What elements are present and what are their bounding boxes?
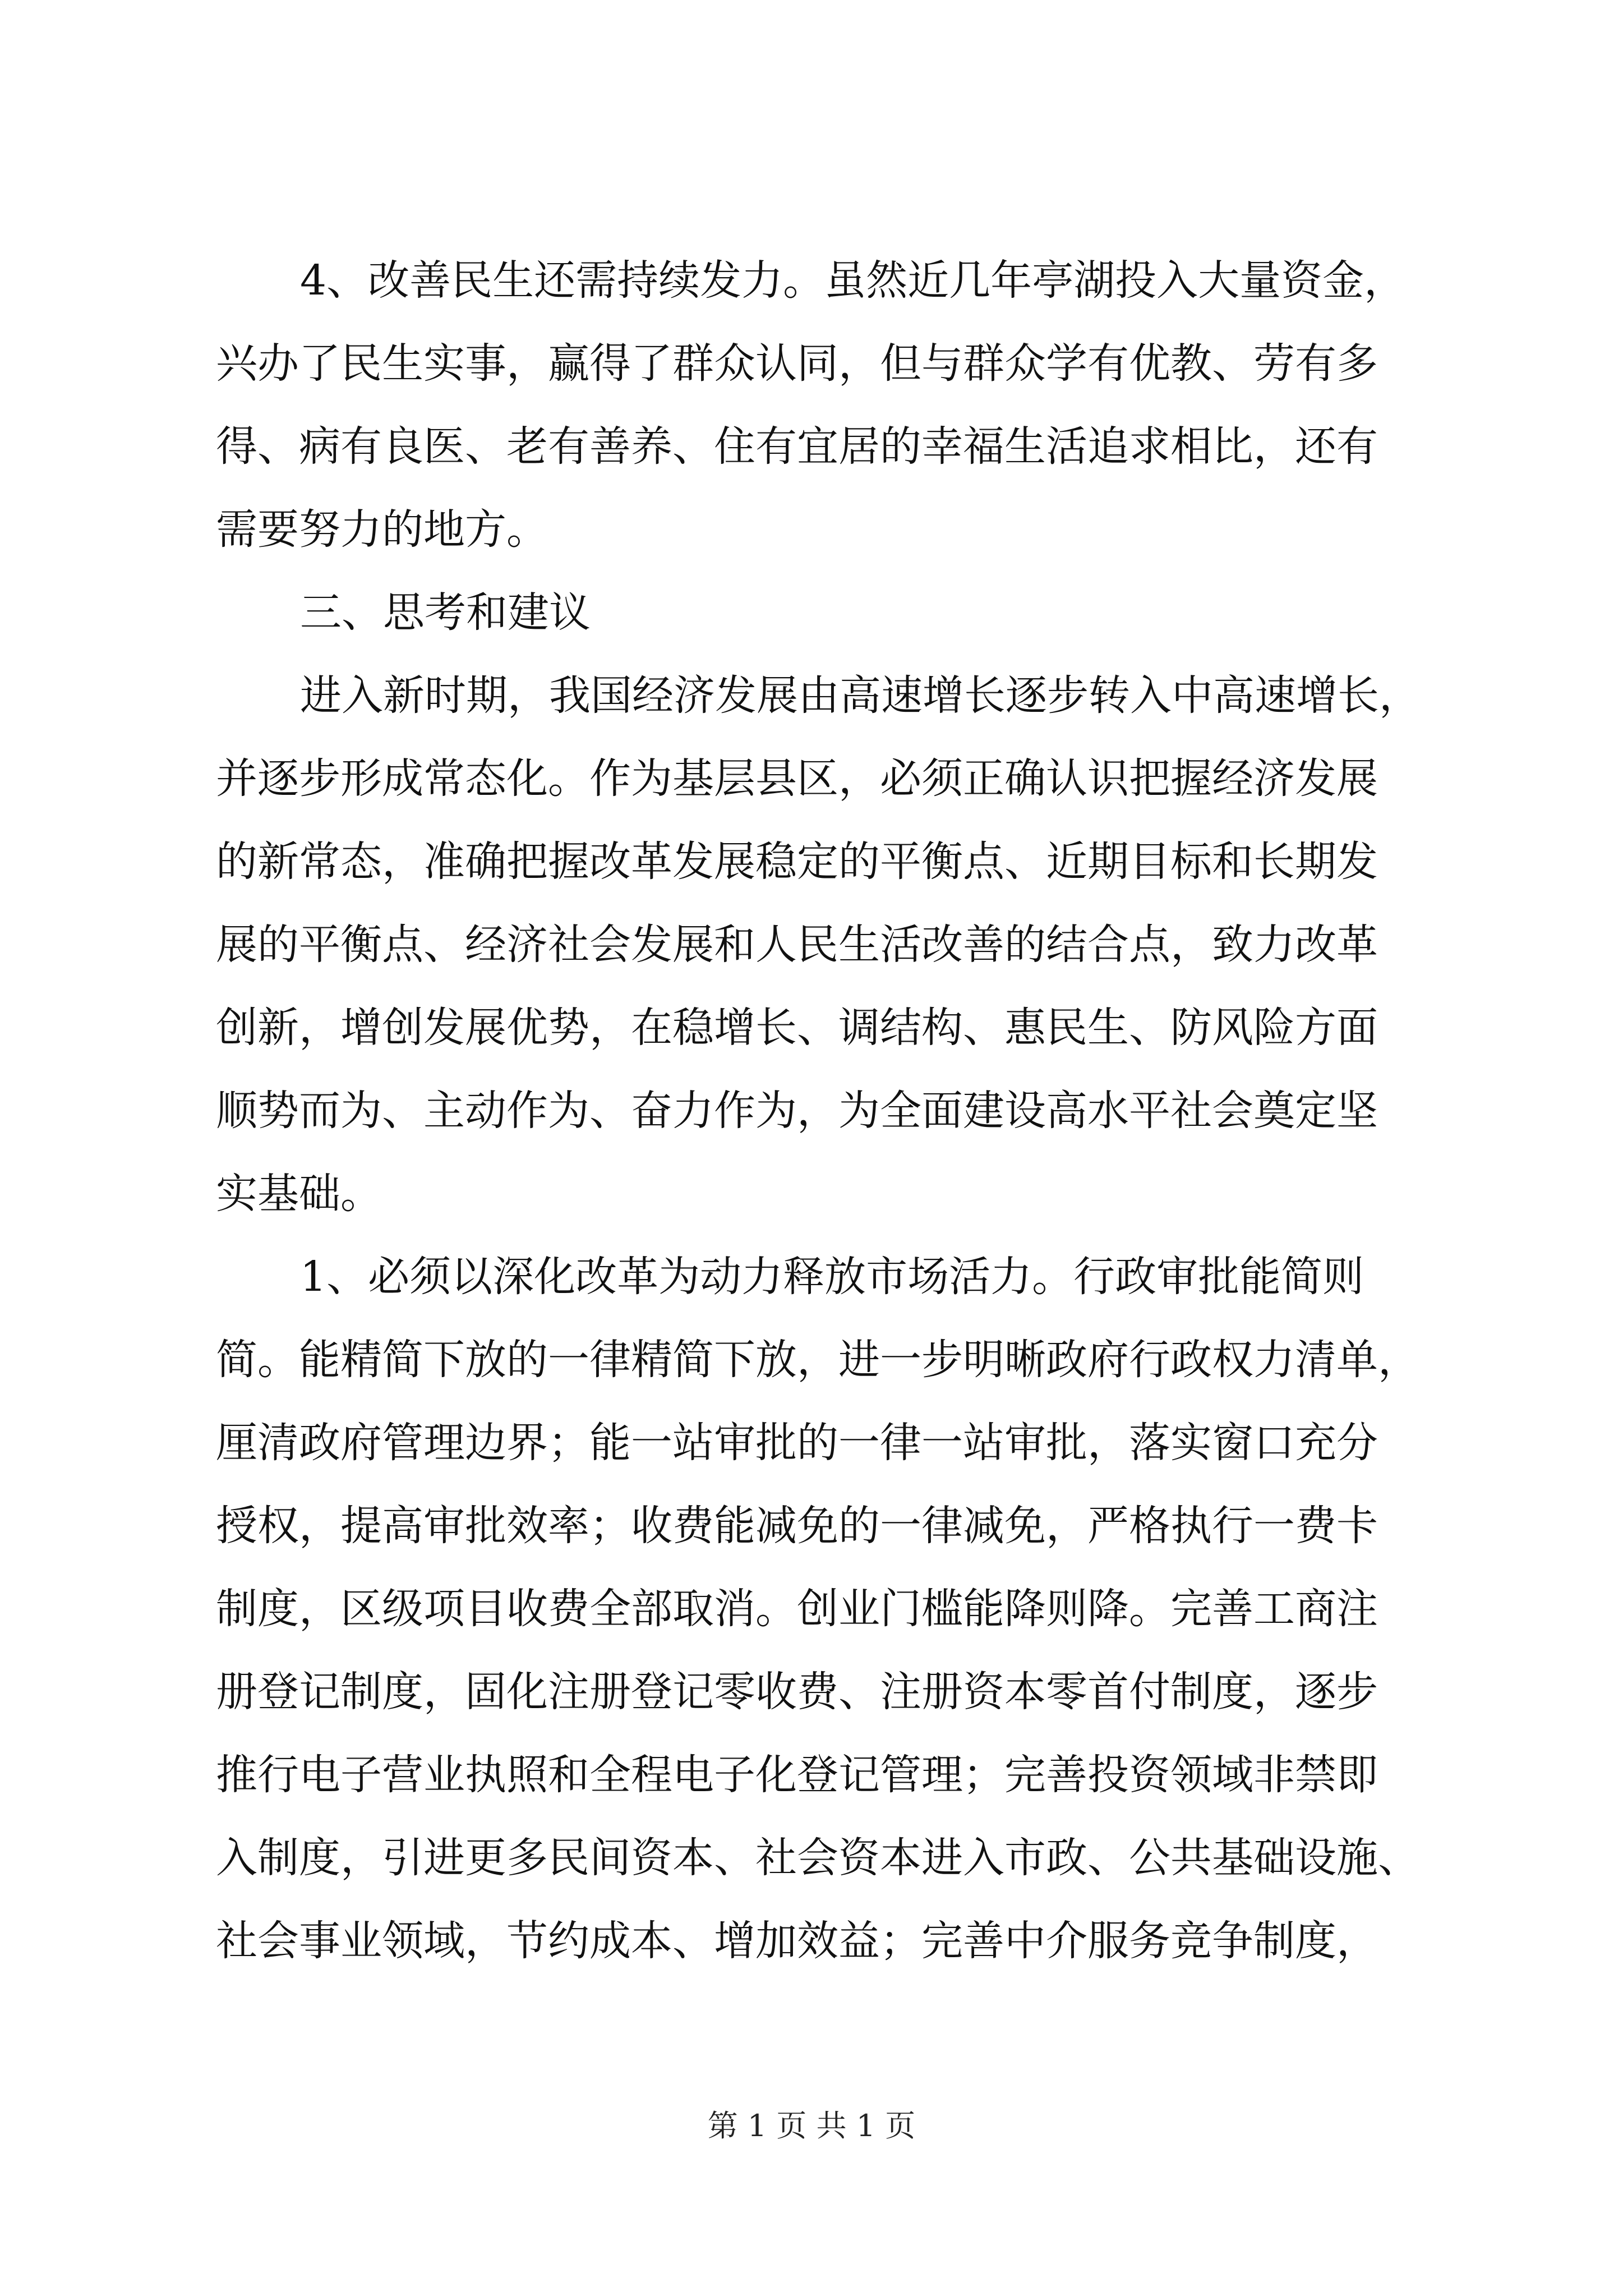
page-footer: 第 1 页 共 1 页 [707,2108,916,2143]
text-line: 4、改善民生还需持续发力。虽然近几年亭湖投入大量资金， [300,256,1406,305]
text-line: 册登记制度，固化注册登记零收费、注册资本零首付制度，逐步 [216,1668,1378,1716]
text-line: 制度，区级项目收费全部取消。创业门槛能降则降。完善工商注 [216,1585,1378,1633]
text-line: 并逐步形成常态化。作为基层县区，必须正确认识把握经济发展 [216,754,1378,803]
text-line: 创新，增创发展优势，在稳增长、调结构、惠民生、防风险方面 [216,1004,1378,1052]
text-line: 实基础。 [216,1170,382,1218]
text-line: 社会事业领域，节约成本、增加效益；完善中介服务竞争制度， [216,1917,1378,1965]
text-line: 进入新时期，我国经济发展由高速增长逐步转入中高速增长， [300,671,1421,720]
text-line: 厘清政府管理边界；能一站审批的一律一站审批，落实窗口充分 [216,1419,1378,1467]
text-line: 简。能精简下放的一律精简下放，进一步明晰政府行政权力清单， [216,1336,1419,1384]
text-line: 1、必须以深化改革为动力释放市场活力。行政审批能简则 [300,1253,1364,1301]
text-line: 得、病有良医、老有善养、住有宜居的幸福生活追求相比，还有 [216,422,1378,471]
text-line: 需要努力的地方。 [216,505,548,554]
text-line: 入制度，引进更多民间资本、社会资本进入市政、公共基础设施、 [216,1834,1419,1882]
text-line: 推行电子营业执照和全程电子化登记管理；完善投资领域非禁即 [216,1751,1378,1799]
section-heading: 三、思考和建议 [300,588,591,637]
text-line: 的新常态，准确把握改革发展稳定的平衡点、近期目标和长期发 [216,838,1378,886]
text-line: 授权，提高审批效率；收费能减免的一律减免，严格执行一费卡 [216,1502,1378,1550]
text-line: 兴办了民生实事，赢得了群众认同，但与群众学有优教、劳有多 [216,339,1378,388]
text-line: 展的平衡点、经济社会发展和人民生活改善的结合点，致力改革 [216,921,1378,969]
text-line: 顺势而为、主动作为、奋力作为，为全面建设高水平社会奠定坚 [216,1087,1378,1135]
